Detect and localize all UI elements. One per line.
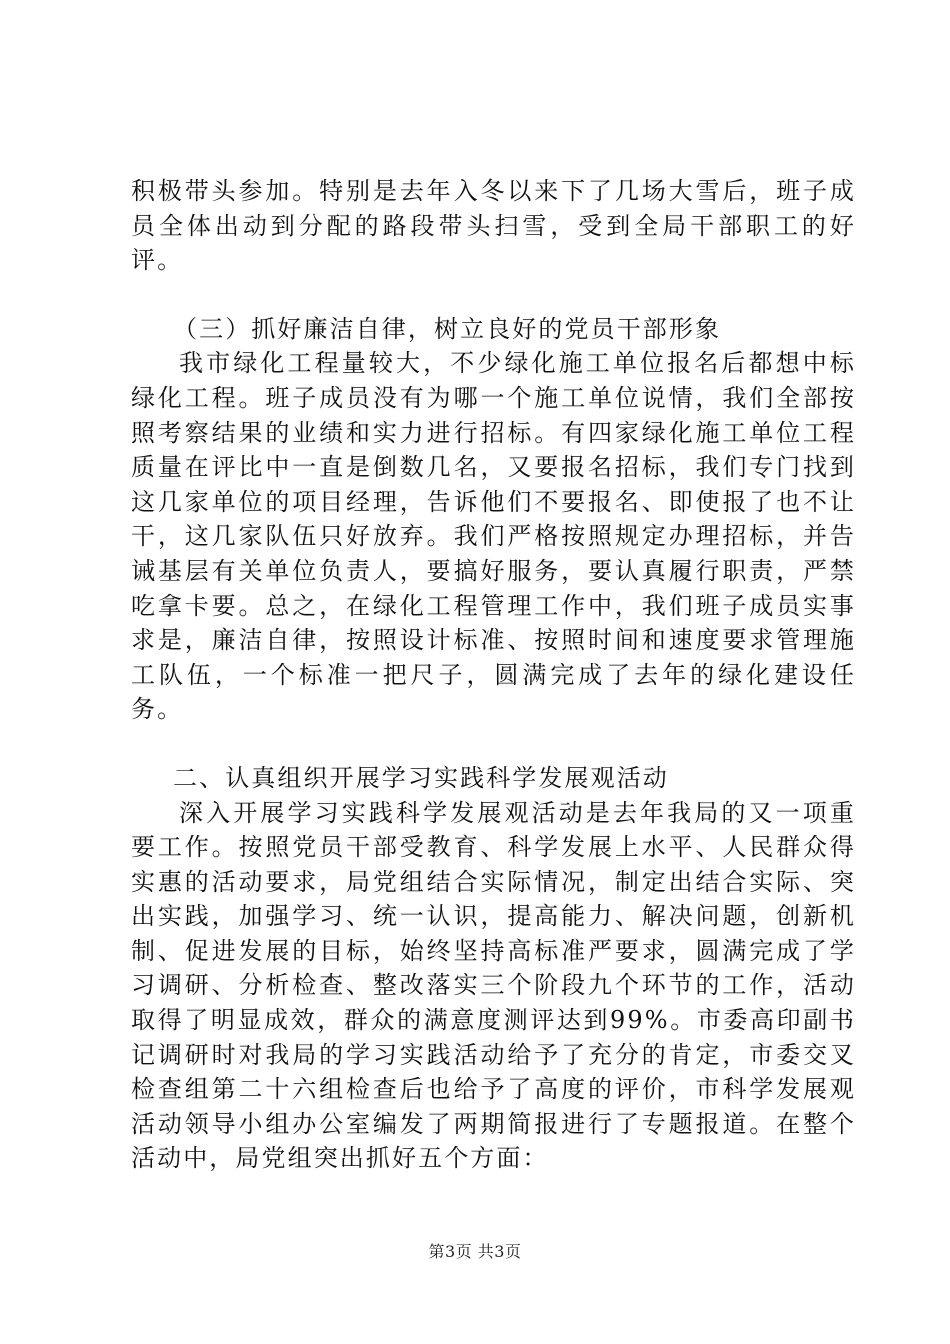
page-footer: 第3页 共3页	[428, 1242, 522, 1261]
paragraph-gap	[131, 727, 856, 761]
section-heading-integrity: （三）抓好廉洁自律，树立良好的党员干部形象	[173, 314, 722, 343]
paragraph-intro-continuation: 积极带头参加。特别是去年入冬以来下了几场大雪后，班子成员全体出动到分配的路段带头扫雪，受到全局干部职工的好评。	[131, 177, 856, 275]
paragraph-greening-bidding: 我市绿化工程量较大，不少绿化施工单位报名后都想中标绿化工程。班子成员没有为哪一个施工单位说情，我们全部按照考察结果的业绩和实力进行招标。有四家绿化施工单位工程质量在评比中一直是倒数几名，又要报名招标，我们专门找到这几家单位的项目经理，告诉他们不要报名、即使报了也不让干，这几家队伍只好放弃。我们严格按照规定办理招标，并告诫基层有关单位负责人，要搞好服务，要认真履行职责，严禁吃拿卡要。总之，在绿化工程管理工作中，我们班子成员实事求是，廉洁自律，按照设计标准、按照时间和速度要求管理施工队伍，一个标准一把尺子，圆满完成了去年的绿化建设任务。	[131, 349, 856, 724]
paragraph-study-practice-activity: 深入开展学习实践科学发展观活动是去年我局的又一项重要工作。按照党员干部受教育、科学发展上水平、人民群众得实惠的活动要求，局党组结合实际情况，制定出结合实际、突出实践，加强学习、统一认识，提高能力、解决问题，创新机制、促进发展的目标，始终坚持高标准严要求，圆满完成了学习调研、分析检查、整改落实三个阶段九个环节的工作，活动取得了明显成效，群众的满意度测评达到99%。市委高印副书记调研时对我局的学习实践活动给予了充分的肯定，市委交叉检查组第二十六组检查后也给予了高度的评价，市科学发展观活动领导小组办公室编发了两期简报进行了专题报道。在整个活动中，局党组突出抓好五个方面：	[131, 798, 856, 1173]
section-heading-study-practice: 二、认真组织开展学习实践科学发展观活动	[173, 763, 669, 792]
document-body	[131, 174, 856, 1176]
paragraph-gap	[131, 278, 856, 312]
